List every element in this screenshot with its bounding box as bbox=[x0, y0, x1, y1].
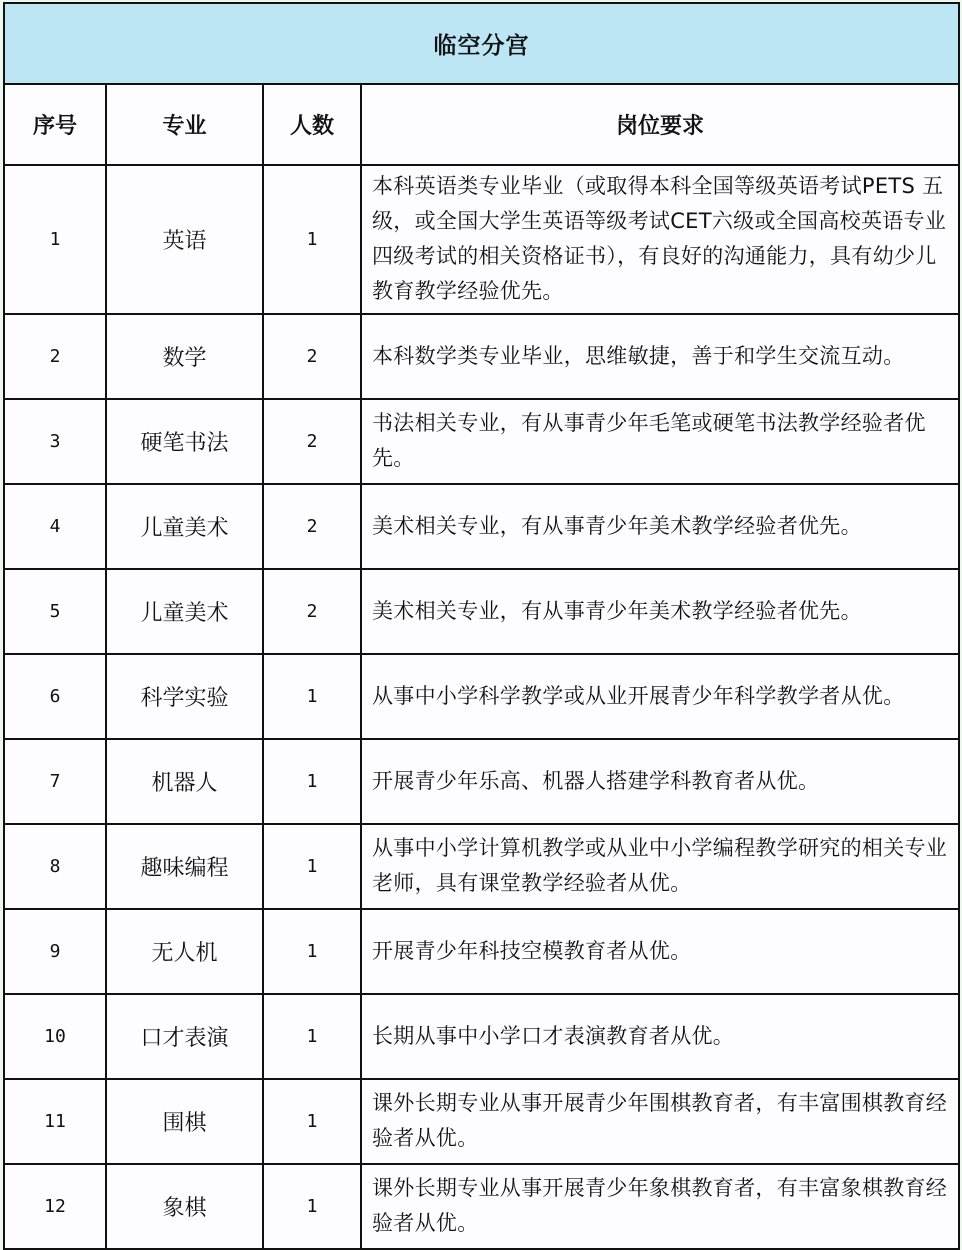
row-major: 数学 bbox=[106, 314, 263, 399]
recruitment-table-sheet bbox=[3, 2, 958, 1250]
row-index: 1 bbox=[4, 165, 106, 314]
row-count: 1 bbox=[263, 824, 361, 909]
row-major: 科学实验 bbox=[106, 654, 263, 739]
table-row bbox=[4, 569, 959, 654]
row-requirement: 美术相关专业，有从事青少年美术教学经验者优先。 bbox=[361, 569, 959, 654]
row-count: 1 bbox=[263, 909, 361, 994]
row-major: 口才表演 bbox=[106, 994, 263, 1079]
row-requirement: 开展青少年乐高、机器人搭建学科教育者从优。 bbox=[361, 739, 959, 824]
row-index: 5 bbox=[4, 569, 106, 654]
table-row bbox=[4, 1164, 959, 1249]
row-major: 英语 bbox=[106, 165, 263, 314]
row-count: 2 bbox=[263, 399, 361, 484]
column-header-index: 序号 bbox=[4, 84, 106, 165]
row-count: 2 bbox=[263, 314, 361, 399]
row-count: 1 bbox=[263, 994, 361, 1079]
row-requirement: 长期从事中小学口才表演教育者从优。 bbox=[361, 994, 959, 1079]
row-count: 1 bbox=[263, 739, 361, 824]
row-requirement: 美术相关专业，有从事青少年美术教学经验者优先。 bbox=[361, 484, 959, 569]
row-major: 硬笔书法 bbox=[106, 399, 263, 484]
row-count: 2 bbox=[263, 569, 361, 654]
table-row bbox=[4, 484, 959, 569]
column-header-count: 人数 bbox=[263, 84, 361, 165]
row-index: 12 bbox=[4, 1164, 106, 1249]
column-header-major: 专业 bbox=[106, 84, 263, 165]
table-row bbox=[4, 994, 959, 1079]
table-row bbox=[4, 314, 959, 399]
row-major: 围棋 bbox=[106, 1079, 263, 1164]
row-count: 2 bbox=[263, 484, 361, 569]
row-requirement: 课外长期专业从事开展青少年象棋教育者，有丰富象棋教育经验者从优。 bbox=[361, 1164, 959, 1249]
row-requirement: 课外长期专业从事开展青少年围棋教育者，有丰富围棋教育经验者从优。 bbox=[361, 1079, 959, 1164]
row-index: 7 bbox=[4, 739, 106, 824]
row-index: 6 bbox=[4, 654, 106, 739]
row-requirement: 从事中小学计算机教学或从业中小学编程教学研究的相关专业老师，具有课堂教学经验者从优。 bbox=[361, 824, 959, 909]
row-requirement: 本科数学类专业毕业，思维敏捷，善于和学生交流互动。 bbox=[361, 314, 959, 399]
row-count: 1 bbox=[263, 654, 361, 739]
table-row bbox=[4, 739, 959, 824]
table-row bbox=[4, 1079, 959, 1164]
row-index: 8 bbox=[4, 824, 106, 909]
row-major: 机器人 bbox=[106, 739, 263, 824]
table-row bbox=[4, 165, 959, 314]
row-major: 儿童美术 bbox=[106, 484, 263, 569]
row-requirement: 书法相关专业，有从事青少年毛笔或硬笔书法教学经验者优先。 bbox=[361, 399, 959, 484]
row-major: 儿童美术 bbox=[106, 569, 263, 654]
row-major: 趣味编程 bbox=[106, 824, 263, 909]
row-requirement: 本科英语类专业毕业（或取得本科全国等级英语考试PETS 五级，或全国大学生英语等级考试CET六级或全国高校英语专业四级考试的相关资格证书），有良好的沟通能力，具有幼少儿教育教学经验优先。 bbox=[361, 165, 959, 314]
row-count: 1 bbox=[263, 165, 361, 314]
table-title: 临空分宫 bbox=[4, 3, 959, 84]
header-row bbox=[4, 84, 959, 165]
row-count: 1 bbox=[263, 1164, 361, 1249]
row-count: 1 bbox=[263, 1079, 361, 1164]
row-index: 9 bbox=[4, 909, 106, 994]
row-index: 11 bbox=[4, 1079, 106, 1164]
recruitment-table bbox=[3, 2, 960, 1250]
row-index: 2 bbox=[4, 314, 106, 399]
row-requirement: 从事中小学科学教学或从业开展青少年科学教学者从优。 bbox=[361, 654, 959, 739]
title-row bbox=[4, 3, 959, 84]
row-index: 10 bbox=[4, 994, 106, 1079]
row-index: 3 bbox=[4, 399, 106, 484]
column-header-requirement: 岗位要求 bbox=[361, 84, 959, 165]
row-index: 4 bbox=[4, 484, 106, 569]
table-row bbox=[4, 909, 959, 994]
row-major: 无人机 bbox=[106, 909, 263, 994]
row-requirement: 开展青少年科技空模教育者从优。 bbox=[361, 909, 959, 994]
row-major: 象棋 bbox=[106, 1164, 263, 1249]
table-row bbox=[4, 654, 959, 739]
table-row bbox=[4, 824, 959, 909]
table-row bbox=[4, 399, 959, 484]
